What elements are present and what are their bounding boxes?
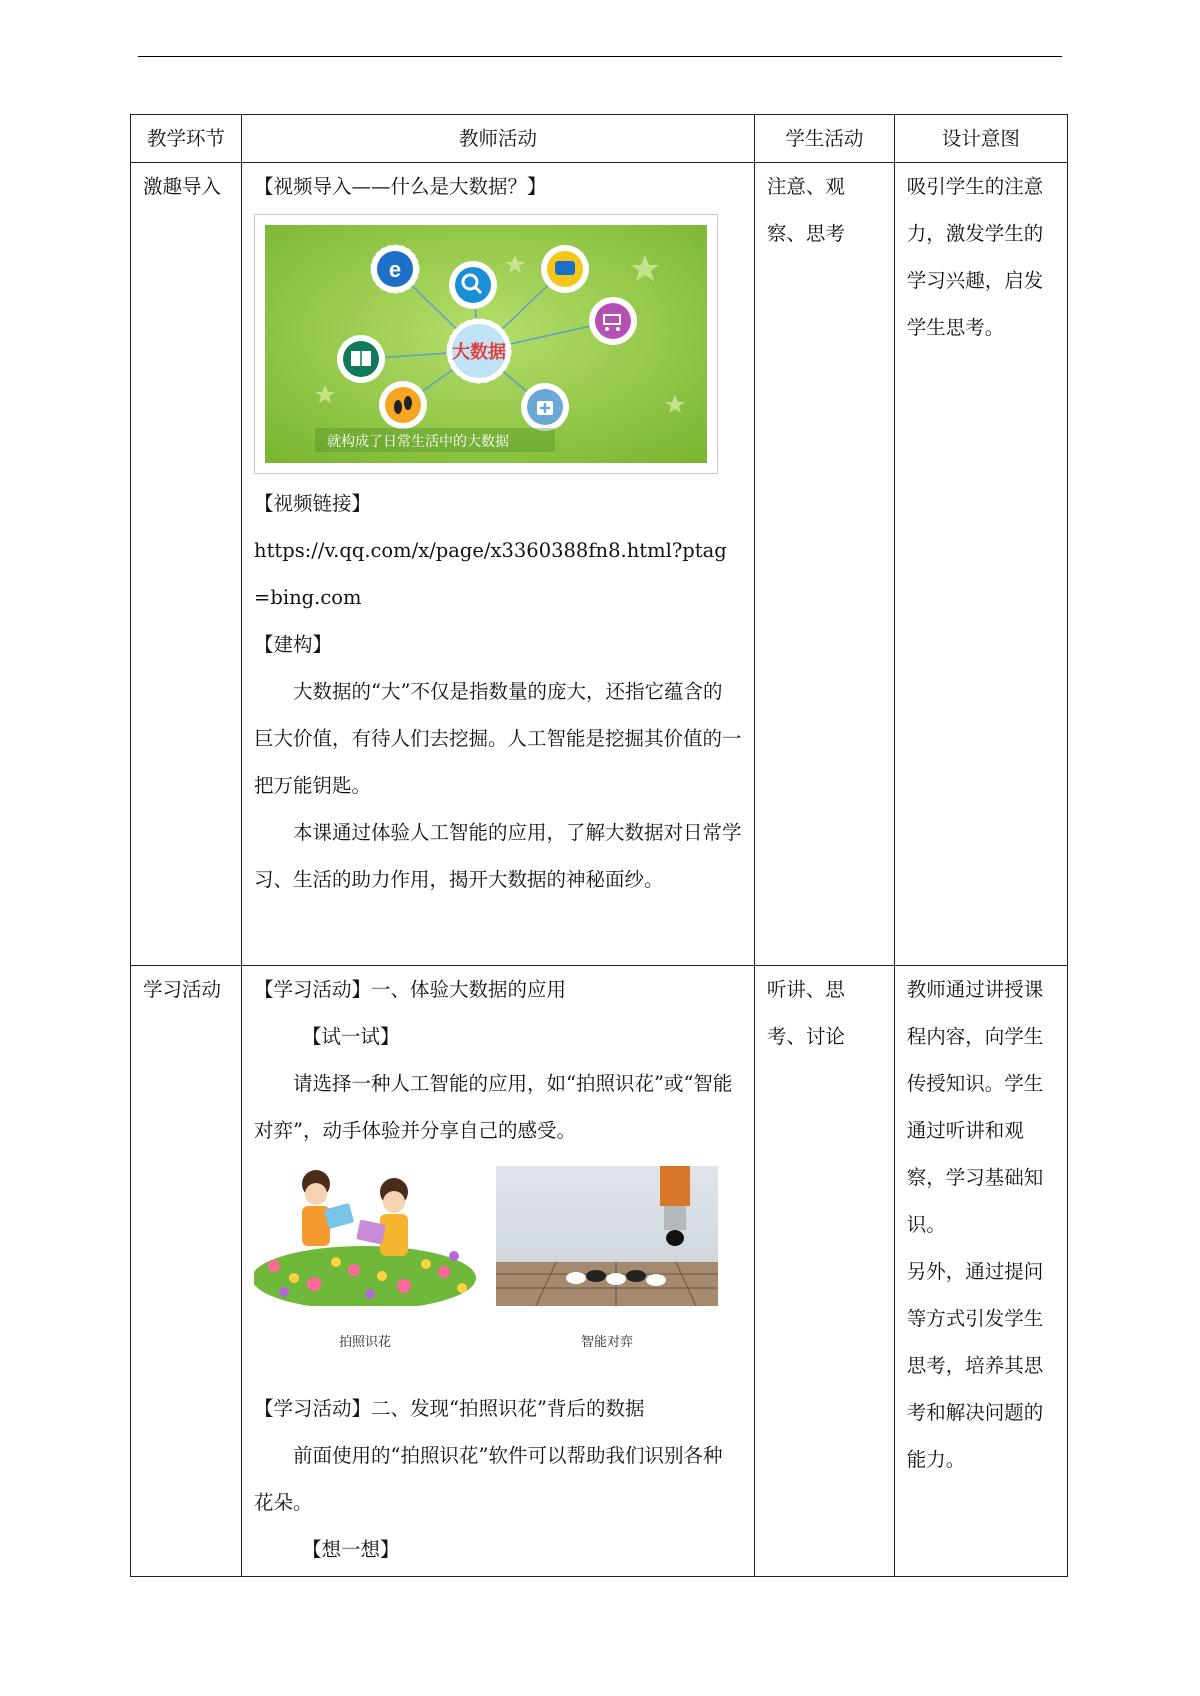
activity1-heading: 【学习活动】一、体验大数据的应用 — [254, 978, 567, 1001]
medical-icon — [521, 383, 569, 431]
col-stage-header: 教学环节 — [131, 115, 242, 163]
think-label: 【想一想】 — [302, 1538, 400, 1561]
build-label: 【建构】 — [254, 633, 333, 656]
stage-cell: 激趣导入 — [131, 163, 242, 966]
center-label: 大数据 — [452, 342, 507, 363]
cart-icon — [589, 297, 637, 345]
table-row-intro — [131, 163, 1068, 966]
student-cell: 听讲、思考、讨论 — [754, 966, 894, 1577]
footprint-icon — [379, 381, 427, 429]
intent-paragraph-2: 另外，通过提问等方式引发学生思考，培养其思考和解决问题的能力。 — [906, 1260, 1044, 1471]
table-header-row — [131, 115, 1068, 163]
smart-go-figure — [496, 1166, 718, 1353]
activity2-heading: 【学习活动】二、发现“拍照识花”背后的数据 — [254, 1397, 645, 1420]
spacer — [254, 1353, 742, 1385]
caption-go: 智能对弈 — [581, 1335, 634, 1350]
intent-cell: 吸引学生的注意力，激发学生的学习兴趣，启发学生思考。 — [894, 163, 1067, 966]
example-images — [254, 1166, 718, 1353]
teacher-cell — [242, 163, 755, 966]
teacher-cell — [242, 966, 755, 1577]
table-row-activity — [131, 966, 1068, 1577]
smart-go-illustration — [496, 1166, 718, 1306]
big-data-illustration — [265, 225, 707, 463]
caption-flower: 拍照识花 — [339, 1335, 392, 1350]
header-rule — [138, 56, 1062, 57]
big-data-center — [447, 319, 511, 383]
activity2-paragraph: 前面使用的“拍照识花”软件可以帮助我们识别各种花朵。 — [254, 1444, 723, 1514]
lesson-plan-table — [130, 114, 1068, 1577]
video-thumbnail[interactable] — [254, 214, 718, 474]
build-paragraph-1: 大数据的“大”不仅是指数量的庞大，还指它蕴含的巨大价值，有待人们去挖掘。人工智能是挖掘其价值的一把万能钥匙。 — [254, 680, 742, 797]
col-teacher-header: 教师活动 — [242, 115, 755, 163]
try-paragraph: 请选择一种人工智能的应用，如“拍照识花”或“智能对弈”，动手体验并分享自己的感受。 — [254, 1072, 733, 1142]
stage-cell: 学习活动 — [131, 966, 242, 1577]
try-label: 【试一试】 — [302, 1025, 400, 1048]
search-icon — [449, 261, 497, 309]
chat-icon — [541, 245, 589, 293]
student-cell: 注意、观察、思考 — [754, 163, 894, 966]
video-intro-heading: 【视频导入——什么是大数据？】 — [254, 175, 547, 198]
photo-flower-illustration — [254, 1166, 476, 1306]
ie-icon — [371, 245, 419, 293]
video-url-link[interactable]: https://v.qq.com/x/page/x3360388fn8.html?ptag=bing.com — [254, 539, 727, 609]
book-icon — [337, 335, 385, 383]
svg-text:e: e — [388, 257, 402, 282]
col-intent-header: 设计意图 — [894, 115, 1067, 163]
video-link-label: 【视频链接】 — [254, 492, 372, 515]
intent-cell — [894, 966, 1067, 1577]
photo-flower-figure — [254, 1166, 476, 1353]
col-student-header: 学生活动 — [754, 115, 894, 163]
video-subtitle: 就构成了日常生活中的大数据 — [327, 434, 510, 450]
build-paragraph-2: 本课通过体验人工智能的应用，了解大数据对日常学习、生活的助力作用，揭开大数据的神秘面纱。 — [254, 821, 742, 891]
intent-paragraph-1: 教师通过讲授课程内容，向学生传授知识。学生通过听讲和观察，学习基础知识。 — [906, 978, 1044, 1236]
